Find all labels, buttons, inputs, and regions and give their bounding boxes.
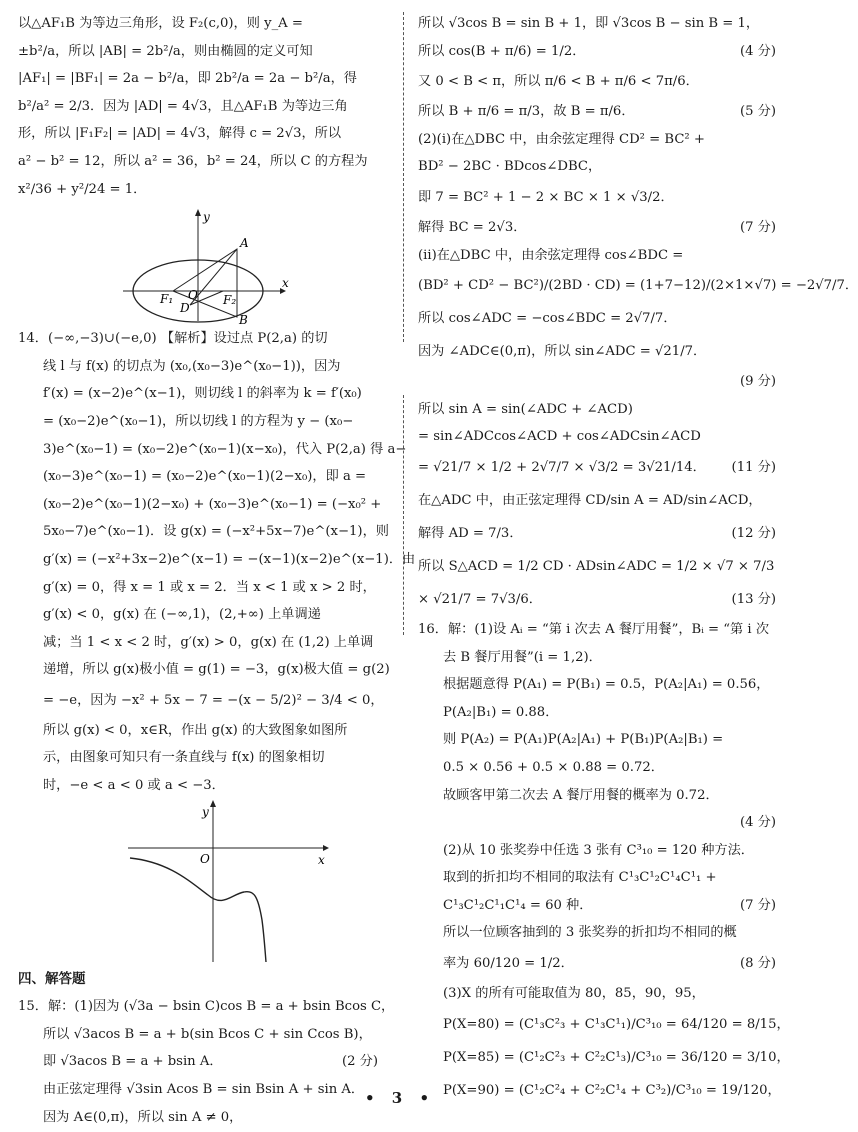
score-points: (11 分) [731,459,776,475]
text-line: 所以 cos∠ADC = −cos∠BDC = 2√7/7． [418,311,677,327]
point-label-f1: F₁ [160,292,174,307]
scored-line-text: 解得 AD = 7/3． [418,525,523,541]
axis-label-y: y [203,210,210,225]
text-line: 0.5 × 0.56 + 0.5 × 0.88 = 0.72． [443,759,664,775]
score-points: (13 分) [731,591,776,607]
text-line: a² − b² = 12，所以 a² = 36，b² = 24，所以 C 的方程为 [18,153,368,169]
gx-curve [130,858,266,962]
text-line: (2)(ⅰ)在△DBC 中，由余弦定理得 CD² = BC² + [418,131,705,147]
column-divider [403,12,404,342]
score-points: (7 分) [739,897,776,913]
x-axis-arrow [323,845,329,851]
scored-line-text: 所以 cos(B + π/6) = 1/2． [418,43,586,59]
text-line: 所以 √3acos B = a + b(sin Bcos C + sin Ccos B)， [43,1026,372,1042]
text-line: = (x₀−2)e^(x₀−1)，所以切线 l 的方程为 y − (x₀− [43,413,354,429]
question-15-header: 15．解：(1)因为 (√3a − bsin C)cos B = a + bsin Bcos C， [18,999,395,1015]
text-line: P(X=80) = (C¹₃C²₃ + C¹₃C¹₁)/C³₁₀ = 64/120 = 8/15， [443,1016,790,1032]
scored-line [418,583,788,616]
text-line: 则 P(A₂) = P(A₁)P(A₂|A₁) + P(B₁)P(A₂|B₁) = [443,732,724,748]
gx-graph-figure [18,800,390,966]
text-line: 去 B 餐厅用餐”(i = 1,2)． [443,649,602,665]
scored-line-text: 所以 B + π/6 = π/3，故 B = π/6． [418,104,635,120]
text-line: g′(x) < 0，g(x) 在 (−∞,1)，(2,+∞) 上单调递 [43,607,321,623]
score-points: (7 分) [739,219,776,235]
text-line: 示，由图象可知只有一条直线与 f(x) 的图象相切 [43,750,325,766]
score-points: (4 分) [739,43,776,59]
point-label-f2: F₂ [223,293,237,308]
scored-line [418,38,788,66]
scored-line [418,214,788,242]
text-line: b²/a² = 2/3．因为 |AD| = 4√3，且△AF₁B 为等边三角 [18,98,348,114]
text-line: 线 l 与 f(x) 的切点为 (x₀,(x₀−3)e^(x₀−1))，因为 [43,358,341,374]
text-line: 形，所以 |F₁F₂| = |AD| = 4√3，解得 c = 2√3，所以 [18,126,342,142]
scored-line-text: × √21/7 = 7√3/6． [418,591,542,607]
ellipse-figure [18,203,390,328]
scored-line [418,892,788,920]
point-label-b: B [239,313,248,328]
axis-label-x: x [318,852,325,867]
text-line: 所以一位顾客抽到的 3 张奖券的折扣均不相同的概 [443,925,737,941]
point-label-d: D [180,301,190,316]
text-line: 所以 g(x) < 0，x∈R，作出 g(x) 的大致图象如图所 [43,722,348,738]
text-line: (ⅱ)在△DBC 中，由余弦定理得 cos∠BDC = [418,247,684,263]
text-line: = −e，因为 −x² + 5x − 7 = −(x − 5/2)² − 3/4 < 0， [43,692,384,708]
text-line: f′(x) = (x−2)e^(x−1)，则切线 l 的斜率为 k = f′(x₀) [43,386,362,402]
text-line: P(A₂|B₁) = 0.88． [443,704,559,720]
scored-line [418,451,788,484]
text-line: 由正弦定理得 √3sin Acos B = sin Bsin A + sin A． [43,1082,365,1098]
text-line: 所以 √3cos B = sin B + 1，即 √3cos B − sin B = 1， [418,16,760,31]
scored-line-text: = √21/7 × 1/2 + 2√7/7 × √3/2 = 3√21/14． [418,459,706,475]
text-line: 所以 sin A = sin(∠ADC + ∠ACD) [418,401,633,417]
text-line: (3)X 的所有可能取值为 80，85，90，95， [443,986,705,1002]
left-column [18,10,416,1131]
text-line: 又 0 < B < π，所以 π/6 < B + π/6 < 7π/6． [418,74,699,90]
text-line: |AF₁| = |BF₁| = 2a − b²/a，即 2b²/a = 2a − b²/a，得 [18,71,357,87]
text-line: 所以 S△ACD = 1/2 CD · ADsin∠ADC = 1/2 × √7 × 7/3 [418,558,775,574]
score-points: (9 分) [739,374,776,390]
text-line: BD² − 2BC · BDcos∠DBC， [418,159,602,175]
right-column [418,10,858,1107]
point-label-o: O [188,288,198,303]
point-label-a: A [240,236,249,251]
text-line: 根据题意得 P(A₁) = P(B₁) = 0.5，P(A₂|A₁) = 0.56， [443,677,770,693]
score-points: (8 分) [739,956,776,972]
text-line: ±b²/a，所以 |AB| = 2b²/a，则由椭圆的定义可知 [18,43,313,59]
section-title: 四、解答题 [18,970,86,987]
text-line: 因为 ∠ADC∈(0,π)，所以 sin∠ADC = √21/7． [418,344,707,360]
axis-label-x: x [282,276,289,291]
y-axis-arrow [210,800,216,807]
page-number: • 3 • [364,1089,436,1107]
text-line: 3)e^(x₀−1) = (x₀−2)e^(x₀−1)(x−x₀)，代入 P(2,a) 得 a− [43,441,407,457]
text-line: (x₀−3)e^(x₀−1) = (x₀−2)e^(x₀−1)(2−x₀)，即 a = [43,469,367,485]
text-line: 以△AF₁B 为等边三角形，设 F₂(c,0)，则 y_A = [18,16,303,31]
text-line: 取到的折扣均不相同的取法有 C¹₃C¹₂C¹₄C¹₁ + [443,870,717,886]
column-divider [403,395,404,635]
scored-line [18,1048,390,1076]
text-line: (BD² + CD² − BC²)/(2BD · CD) = (1+7−12)/(2×1×√7) = −2√7/7． [418,278,858,294]
text-line: P(X=90) = (C¹₂C²₄ + C²₂C¹₄ + C³₂)/C³₁₀ = 19/120， [443,1082,781,1098]
text-line: 因为 A∈(0,π)，所以 sin A ≠ 0， [43,1109,243,1125]
scored-line-text: 率为 60/120 = 1/2． [443,956,574,972]
text-line: 即 7 = BC² + 1 − 2 × BC × 1 × √3/2． [418,189,674,205]
text-line: g′(x) = (−x²+3x−2)e^(x−1) = −(x−1)(x−2)e^(x−1)．由 [43,551,416,567]
text-line: 在△ADC 中，由正弦定理得 CD/sin A = AD/sin∠ACD， [418,492,762,508]
text-line: 减；当 1 < x < 2 时，g′(x) > 0，g(x) 在 (1,2) 上单调 [43,634,374,650]
text-line: (x₀−2)e^(x₀−1)(2−x₀) + (x₀−3)e^(x₀−1) = (−x₀² + [43,496,382,512]
text-line: x²/36 + y²/24 = 1． [18,181,147,197]
text-line: 递增，所以 g(x)极小值 = g(1) = −3，g(x)极大值 = g(2) [43,662,390,678]
text-line: = sin∠ADCcos∠ACD + cos∠ADCsin∠ACD [418,429,701,445]
y-axis-arrow [195,209,201,216]
scored-line-text: 解得 BC = 2√3． [418,219,527,235]
scored-line-text: 即 √3acos B = a + bsin A． [43,1054,223,1070]
text-line: g′(x) = 0，得 x = 1 或 x = 2．当 x < 1 或 x > 2 时， [43,579,376,595]
origin-label: O [200,851,210,866]
scored-line [418,517,788,550]
score-points: (4 分) [739,815,776,831]
score-points: (2 分) [341,1054,378,1070]
scored-line [418,947,788,980]
text-line: 故顾客甲第二次去 A 餐厅用餐的概率为 0.72． [443,787,719,803]
question-14-header: 14．(−∞,−3)∪(−e,0) 【解析】设过点 P(2,a) 的切 [18,331,328,347]
score-points: (5 分) [739,104,776,120]
question-16-header: 16．解：(1)设 Aᵢ = “第 i 次去 A 餐厅用餐”，Bᵢ = “第 i 次 [418,621,769,637]
score-points: (12 分) [731,525,776,541]
text-line: (2)从 10 张奖券中任选 3 张有 C³₁₀ = 120 种方法． [443,842,754,858]
scored-line-text: C¹₃C¹₂C¹₁C¹₄ = 60 种． [443,897,593,913]
text-line: P(X=85) = (C¹₂C²₃ + C²₂C¹₃)/C³₁₀ = 36/120 = 3/10， [443,1049,790,1065]
axis-label-y: y [202,804,209,819]
scored-line [418,98,788,126]
text-line: 时，−e < a < 0 或 a < −3． [43,778,225,794]
text-line: 5x₀−7)e^(x₀−1)．设 g(x) = (−x²+5x−7)e^(x−1)，则 [43,524,389,540]
